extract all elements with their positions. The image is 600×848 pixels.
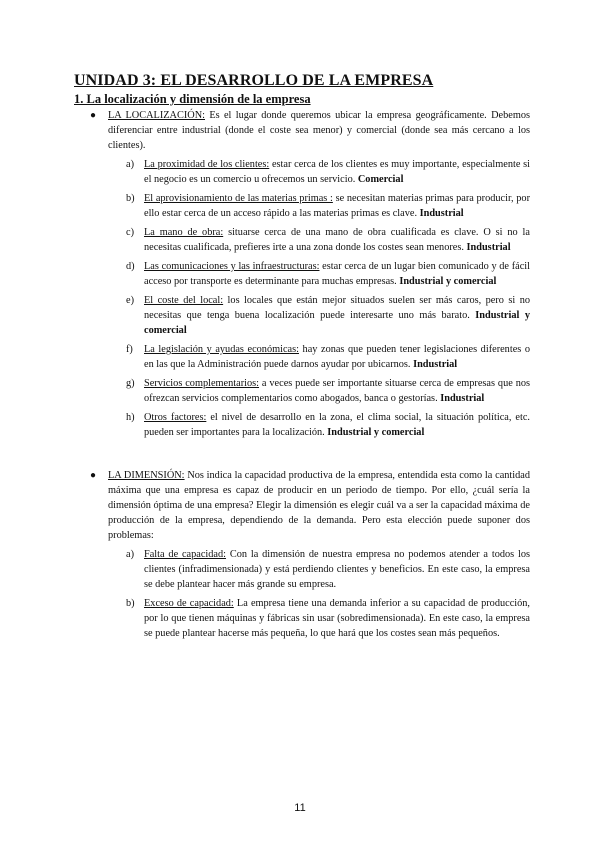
item-letter: a) xyxy=(126,549,134,560)
item-text: los locales que están mejor situados suelen ser más caros, pero si no necesitas que tenga buena localización puede interesarte uno más barato. xyxy=(144,295,530,321)
item-letter: f) xyxy=(126,344,133,355)
item-tag: Industrial xyxy=(440,393,485,404)
bullet-icon: ● xyxy=(90,110,97,121)
item-term: Las comunicaciones y las infraestructuras: xyxy=(144,261,320,272)
list-item xyxy=(108,376,530,406)
item-text: Con la dimensión de nuestra empresa no podemos atender a todos los clientes (infradimensionada) y está perdiendo clientes y beneficios. En este caso, la empresa se debe plantear hacer más grande su empresa. xyxy=(144,549,530,590)
item-text: hay zonas que pueden tener legislaciones diferentes o en las que la Administración puede darnos ayudar por ubicarnos. xyxy=(144,344,530,370)
item-letter: c) xyxy=(126,227,134,238)
item-text: se necesitan materias primas para producir, por ello estar cerca de un acceso rápido a las materias primas es clave. xyxy=(144,193,531,219)
item-text: estar cerca de los clientes es muy importante, especialmente si el negocio es un comercio u ofrecemos un servicio. xyxy=(144,159,530,185)
item-term: El coste del local: xyxy=(144,295,224,306)
page-number: 11 xyxy=(294,802,306,814)
item-text: el nivel de desarrollo en la zona, el clima social, la situación política, etc. pueden ser importantes para la localización. xyxy=(144,412,530,438)
list-item xyxy=(108,259,530,289)
item-tag: Industrial xyxy=(413,359,458,370)
item-letter: b) xyxy=(126,598,135,609)
list-item xyxy=(108,225,530,255)
item-term: Otros factores: xyxy=(144,412,207,423)
item-term: La legislación y ayudas económicas: xyxy=(144,344,299,355)
list-item xyxy=(108,596,530,641)
item-letter: g) xyxy=(126,378,135,389)
list-item xyxy=(108,547,530,592)
localizacion-factor-list xyxy=(108,157,530,440)
localizacion-section xyxy=(74,108,530,440)
document-body xyxy=(74,108,530,645)
list-item xyxy=(108,293,530,338)
list-item xyxy=(108,410,530,440)
item-term: Servicios complementarios: xyxy=(144,378,260,389)
list-item xyxy=(108,191,530,221)
bullet-icon: ● xyxy=(90,470,97,481)
localizacion-text: Es el lugar donde queremos ubicar la empresa geográficamente. Debemos diferenciar entre industrial (donde el coste sea menor) y comercial (donde sea más cercano a los clientes). xyxy=(108,110,530,151)
item-letter: a) xyxy=(126,159,134,170)
item-tag: Industrial y comercial xyxy=(327,427,425,438)
item-term: La mano de obra: xyxy=(144,227,224,238)
item-term: El aprovisionamiento de las materias primas : xyxy=(144,193,333,204)
item-tag: Comercial xyxy=(357,174,404,185)
item-tag: Industrial y comercial xyxy=(144,310,530,336)
item-text: La empresa tiene una demanda inferior a su capacidad de producción, por lo que tienen máquinas y fábricas sin usar (sobredimensionada). En este caso, la empresa se puede plantear hacerse más pequeña, lo que hará que los costes sean más pequeños. xyxy=(144,598,530,639)
item-term: Falta de capacidad: xyxy=(144,549,227,560)
list-item xyxy=(108,157,530,187)
page-title: UNIDAD 3: EL DESARROLLO DE LA EMPRESA xyxy=(74,72,434,89)
item-letter: h) xyxy=(126,412,135,423)
item-text: situarse cerca de una mano de obra cualificada es clave. O si no la necesitas cualificada, prefieres irte a una zona donde los costes sean menores. xyxy=(144,227,530,253)
section-subtitle: 1. La localización y dimensión de la empresa xyxy=(74,92,311,106)
item-tag: Industrial xyxy=(419,208,464,219)
item-term: La proximidad de los clientes: xyxy=(144,159,270,170)
localizacion-heading: LA LOCALIZACIÓN: xyxy=(108,110,205,121)
dimension-heading: LA DIMENSIÓN: xyxy=(108,470,185,481)
item-tag: Industrial xyxy=(466,242,511,253)
dimension-section xyxy=(74,468,530,641)
dimension-problem-list xyxy=(108,547,530,641)
item-letter: b) xyxy=(126,193,135,204)
dimension-text: Nos indica la capacidad productiva de la empresa, entendida esta como la cantidad máxima que una empresa es capaz de producir en un periodo de tiempo. Por ello, ¿cuál sería la dimensión óptima de una empresa? Elegir la dimensión es elegir cuál va a ser la capacidad máxima de producción de la empresa, dependiendo de la demanda. Pero esta elección puede suponer dos problemas: xyxy=(108,470,530,541)
item-letter: e) xyxy=(126,295,134,306)
list-item xyxy=(108,342,530,372)
item-term: Exceso de capacidad: xyxy=(144,598,234,609)
item-text: a veces puede ser importante situarse cerca de empresas que nos ofrezcan servicios complementarios como abogados, banca o gestorías. xyxy=(144,378,530,404)
item-tag: Industrial y comercial xyxy=(399,276,497,287)
item-text: estar cerca de un lugar bien comunicado y de fácil acceso por transporte es determinante para muchas empresas. xyxy=(144,261,530,287)
item-letter: d) xyxy=(126,261,135,272)
